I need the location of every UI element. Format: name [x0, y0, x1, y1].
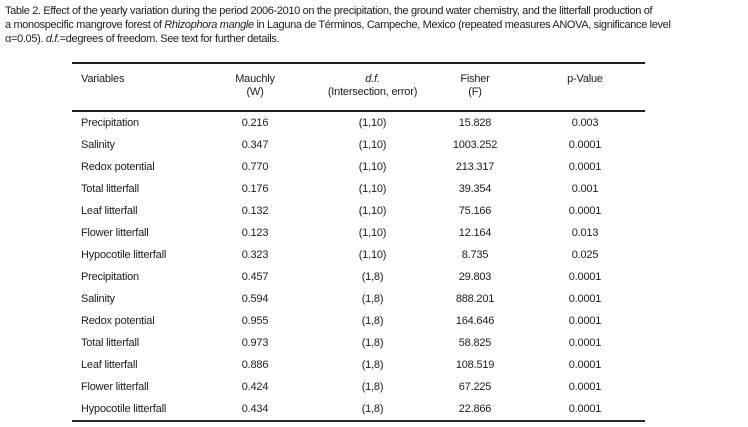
table-row [72, 332, 645, 354]
cell-fisher: 22.866 [458, 403, 492, 415]
cell-pvalue: 0.0001 [568, 337, 602, 349]
table-row [72, 266, 645, 288]
cell-mauchly: 0.770 [241, 161, 269, 173]
cell-mauchly: 0.434 [241, 403, 269, 415]
cell-fisher: 15.828 [458, 117, 492, 129]
cell-fisher: 58.825 [458, 337, 492, 349]
cell-pvalue: 0.0001 [568, 403, 602, 415]
cell-pvalue: 0.0001 [568, 381, 602, 393]
cell-fisher: 108.519 [455, 359, 495, 371]
header-variables-label: Variables [81, 73, 125, 85]
cell-pvalue: 0.0001 [568, 315, 602, 327]
cell-fisher: 1003.252 [452, 139, 498, 151]
cell-fisher: 29.803 [458, 271, 492, 283]
table-row [72, 354, 645, 376]
table-row [72, 200, 645, 222]
table-row [72, 288, 645, 310]
cell-variable: Precipitation [81, 271, 139, 283]
cell-variable: Leaf litterfall [81, 205, 138, 217]
table-row [72, 376, 645, 398]
header-mauchly [190, 63, 320, 111]
cell-df: (1,10) [358, 117, 387, 129]
cell-mauchly: 0.216 [241, 117, 269, 129]
table-caption [5, 4, 748, 46]
table-row [72, 244, 645, 266]
caption-line-2 [5, 18, 748, 32]
header-fisher-label: Fisher [460, 73, 490, 85]
cell-pvalue: 0.0001 [568, 139, 602, 151]
cell-variable: Salinity [81, 293, 115, 305]
cell-variable: Hypocotile litterfall [81, 403, 167, 415]
cell-variable: Flower litterfall [81, 381, 149, 393]
cell-variable: Total litterfall [81, 337, 139, 349]
header-pvalue [525, 63, 645, 111]
cell-variable: Total litterfall [81, 183, 139, 195]
cell-df: (1,10) [358, 139, 387, 151]
cell-fisher: 8.735 [461, 249, 489, 261]
cell-variable: Hypocotile litterfall [81, 249, 167, 261]
table-row [72, 134, 645, 156]
cell-pvalue: 0.0001 [568, 271, 602, 283]
header-mauchly-label: Mauchly [235, 73, 275, 85]
header-fisher-sub: (F) [468, 86, 482, 98]
cell-mauchly: 0.347 [241, 139, 269, 151]
caption-species-italic: Rhizophora mangle [164, 19, 254, 31]
caption-text: α=0.05). [5, 33, 46, 45]
table-body [72, 111, 645, 421]
cell-mauchly: 0.132 [241, 205, 269, 217]
cell-fisher: 39.354 [458, 183, 492, 195]
cell-df: (1,10) [358, 161, 387, 173]
caption-text: a monospecific mangrove forest of [5, 19, 165, 31]
cell-df: (1,8) [361, 359, 384, 371]
cell-fisher: 888.201 [455, 293, 495, 305]
cell-fisher: 213.317 [455, 161, 495, 173]
table-row [72, 178, 645, 200]
cell-mauchly: 0.424 [241, 381, 269, 393]
cell-df: (1,10) [358, 249, 387, 261]
caption-text: in Laguna de Términos, Campeche, Mexico (repeated measures ANOVA, significance level [253, 19, 671, 31]
cell-pvalue: 0.0001 [568, 205, 602, 217]
cell-pvalue: 0.0001 [568, 293, 602, 305]
cell-mauchly: 0.323 [241, 249, 269, 261]
caption-line-1 [5, 4, 748, 18]
cell-variable: Redox potential [81, 315, 155, 327]
cell-variable: Leaf litterfall [81, 359, 138, 371]
cell-mauchly: 0.176 [241, 183, 269, 195]
cell-mauchly: 0.594 [241, 293, 269, 305]
header-row [72, 63, 645, 111]
cell-df: (1,8) [361, 315, 384, 327]
cell-variable: Redox potential [81, 161, 155, 173]
cell-mauchly: 0.955 [241, 315, 269, 327]
caption-line-3 [5, 32, 748, 46]
table-row [72, 111, 645, 134]
header-df-sub: (Intersection, error) [327, 86, 418, 98]
cell-fisher: 75.166 [458, 205, 492, 217]
table-row [72, 310, 645, 332]
table-header [72, 63, 645, 111]
header-df [320, 63, 425, 111]
cell-pvalue: 0.0001 [568, 161, 602, 173]
cell-mauchly: 0.973 [241, 337, 269, 349]
anova-results-table [72, 62, 645, 422]
cell-df: (1,8) [361, 403, 384, 415]
header-mauchly-sub: (W) [246, 86, 264, 98]
caption-df-italic: d.f. [45, 33, 60, 45]
cell-fisher: 12.164 [458, 227, 492, 239]
cell-pvalue: 0.003 [571, 117, 599, 129]
cell-df: (1,8) [361, 293, 384, 305]
table-row [72, 398, 645, 421]
cell-variable: Salinity [81, 139, 115, 151]
header-variables [72, 63, 190, 111]
header-df-label: d.f. [365, 73, 380, 85]
cell-df: (1,8) [361, 381, 384, 393]
cell-pvalue: 0.025 [571, 249, 599, 261]
cell-mauchly: 0.123 [241, 227, 269, 239]
cell-fisher: 67.225 [458, 381, 492, 393]
cell-pvalue: 0.0001 [568, 359, 602, 371]
cell-variable: Precipitation [81, 117, 139, 129]
cell-df: (1,10) [358, 183, 387, 195]
cell-df: (1,10) [358, 205, 387, 217]
cell-df: (1,8) [361, 337, 384, 349]
cell-pvalue: 0.001 [571, 183, 599, 195]
table-row [72, 222, 645, 244]
cell-df: (1,8) [361, 271, 384, 283]
cell-mauchly: 0.886 [241, 359, 269, 371]
cell-pvalue: 0.013 [571, 227, 599, 239]
cell-fisher: 164.646 [455, 315, 495, 327]
cell-mauchly: 0.457 [241, 271, 269, 283]
caption-text: Table 2. Effect of the yearly variation during the period 2006-2010 on the precipitation, the ground water chemistry, and the litterfall production of [5, 5, 653, 17]
header-fisher [425, 63, 525, 111]
header-pvalue-label: p-Value [567, 73, 603, 85]
cell-df: (1,10) [358, 227, 387, 239]
cell-variable: Flower litterfall [81, 227, 149, 239]
caption-text: =degrees of freedom. See text for further details. [59, 33, 280, 45]
table-row [72, 156, 645, 178]
